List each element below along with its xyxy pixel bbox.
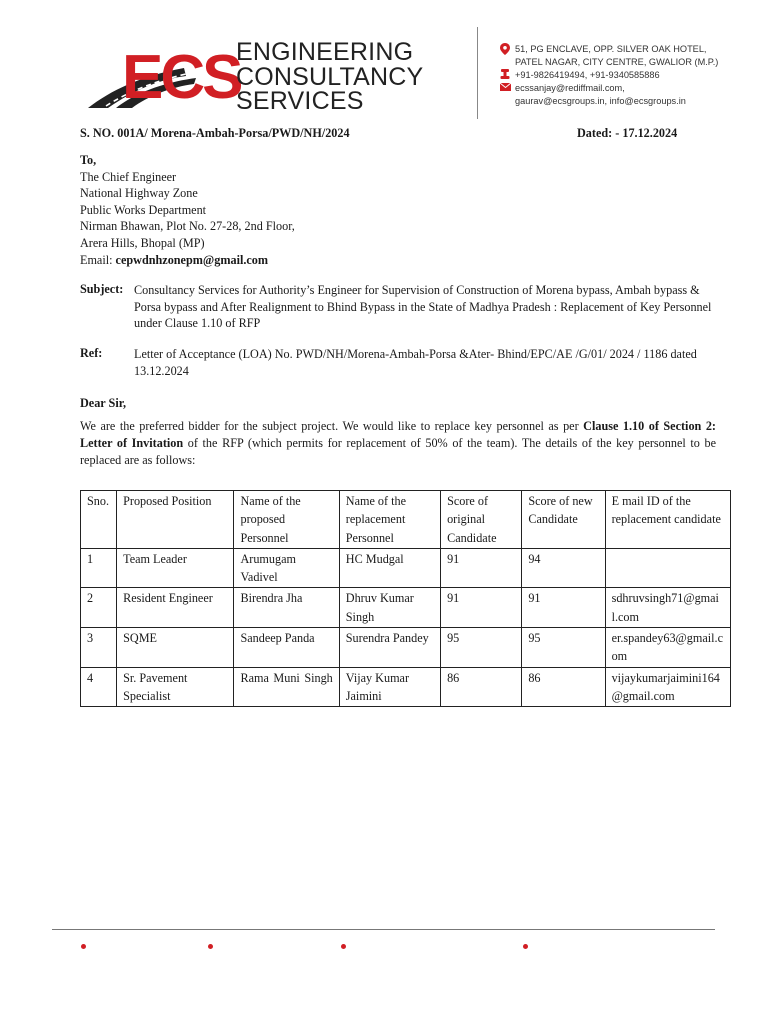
table-cell: Rama Muni Singh — [234, 667, 339, 707]
table-header-row — [81, 491, 731, 549]
table-cell: 3 — [81, 628, 117, 668]
subject-text: Consultancy Services for Authority’s Engineer for Supervision of Construction of Morena bypass, Ambah bypass & Porsa bypass and After Realignment to Bhind Bypass in the State of Madhya Pradesh : Replacement of Key Personnel under Clause 1.10 of RFP — [134, 283, 712, 331]
table-cell: Arumugam Vadivel — [234, 548, 339, 588]
email-label: Email: — [80, 252, 116, 267]
col-header: Score of original Candidate — [441, 491, 522, 549]
footer-bullet-icon — [523, 944, 528, 949]
table-cell — [605, 548, 730, 588]
col-header: Name of the proposed Personnel — [234, 491, 339, 549]
recipient-email — [80, 252, 295, 269]
table-cell: Dhruv Kumar Singh — [339, 588, 440, 628]
svg-text:ECS: ECS — [122, 43, 241, 112]
table-cell: HC Mudgal — [339, 548, 440, 588]
footer-bullet-icon — [81, 944, 86, 949]
ecs-logo — [86, 40, 241, 112]
personnel-table — [80, 490, 731, 707]
address-line: National Highway Zone — [80, 186, 198, 201]
table-cell: 1 — [81, 548, 117, 588]
table-cell: SQME — [117, 628, 234, 668]
company-name — [236, 40, 423, 114]
table-cell: Sr. Pavement Specialist — [117, 667, 234, 707]
footer-bullet-icon — [341, 944, 346, 949]
table-cell: 91 — [441, 588, 522, 628]
location-pin-icon — [500, 43, 513, 59]
col-header: Score of new Candidate — [522, 491, 605, 549]
table-row — [81, 548, 731, 588]
to-label: To, — [80, 153, 97, 167]
table-cell: Resident Engineer — [117, 588, 234, 628]
ref-text: Letter of Acceptance (LOA) No. PWD/NH/Morena-Ambah-Porsa &Ater- Bhind/EPC/AE /G/01/ 2024 / 1186 dated 13.12.2024 — [134, 347, 697, 378]
table-row — [81, 628, 731, 668]
email-line: ecssanjay@rediffmail.com, — [515, 83, 625, 93]
brand-line: CONSULTANCY — [236, 62, 424, 91]
body-paragraph — [80, 418, 716, 469]
table-row — [81, 667, 731, 707]
col-header: Proposed Position — [117, 491, 234, 549]
road-logo-icon — [86, 40, 241, 112]
table-cell: 91 — [522, 588, 605, 628]
table-row — [81, 588, 731, 628]
table-cell: 91 — [441, 548, 522, 588]
footer-bullet-icon — [208, 944, 213, 949]
table-cell: 95 — [522, 628, 605, 668]
header-divider — [477, 27, 478, 119]
address-line: The Chief Engineer — [80, 169, 177, 184]
col-header: E mail ID of the replacement candidate — [605, 491, 730, 549]
col-header: Name of the replacement Personnel — [339, 491, 440, 549]
table-cell: 86 — [441, 667, 522, 707]
subject-label: Subject: — [80, 282, 124, 296]
table-cell: Surendra Pandey — [339, 628, 440, 668]
brand-line: ENGINEERING — [236, 38, 414, 66]
email-line: gaurav@ecsgroups.in, info@ecsgroups.in — [515, 96, 686, 106]
table-cell: er.spandey63@gmail.com — [605, 628, 730, 668]
reference-number: S. NO. 001A/ Morena-Ambah-Porsa/PWD/NH/2024 — [80, 126, 350, 140]
letter-date: Dated: - 17.12.2024 — [577, 126, 678, 140]
para-bold-clause: Clause 1.10 of Section 2: Letter of Invitation — [80, 419, 716, 450]
table-cell: Vijay Kumar Jaimini — [339, 667, 440, 707]
col-header: Sno. — [81, 491, 117, 549]
salutation: Dear Sir, — [80, 396, 127, 410]
address-line: Arera Hills, Bhopal (MP) — [80, 235, 205, 250]
table-cell: 95 — [441, 628, 522, 668]
table-cell: 94 — [522, 548, 605, 588]
address-line: Nirman Bhawan, Plot No. 27-28, 2nd Floor, — [80, 219, 295, 234]
address-line: 51, PG ENCLAVE, OPP. SILVER OAK HOTEL, — [515, 44, 707, 54]
recipient-address — [80, 152, 295, 268]
table-cell: 2 — [81, 588, 117, 628]
ref-label: Ref: — [80, 346, 103, 360]
para-text: We are the preferred bidder for the subject project. We would like to replace key personnel as per — [80, 419, 584, 433]
footer-rule — [52, 929, 715, 930]
table-cell: Birendra Jha — [234, 588, 339, 628]
table-cell: Sandeep Panda — [234, 628, 339, 668]
address-line: PATEL NAGAR, CITY CENTRE, GWALIOR (M.P.) — [515, 57, 719, 67]
table-cell: 86 — [522, 667, 605, 707]
table-cell: Team Leader — [117, 548, 234, 588]
brand-line: SERVICES — [236, 87, 364, 115]
envelope-icon — [500, 82, 513, 95]
phone-numbers: +91-9826419494, +91-9340585886 — [515, 70, 660, 80]
table-cell: vijaykumarjaimini164@gmail.com — [605, 667, 730, 707]
table-cell: 4 — [81, 667, 117, 707]
table-cell: sdhruvsingh71@gmail.com — [605, 588, 730, 628]
contact-block — [500, 43, 718, 108]
para-text: of the RFP (which permits for replacement of 50% of the team). The details of the key personnel to be replaced are as follows: — [80, 436, 716, 467]
address-line: Public Works Department — [80, 202, 207, 217]
email-value: cepwdnhzonepm@gmail.com — [115, 252, 269, 267]
